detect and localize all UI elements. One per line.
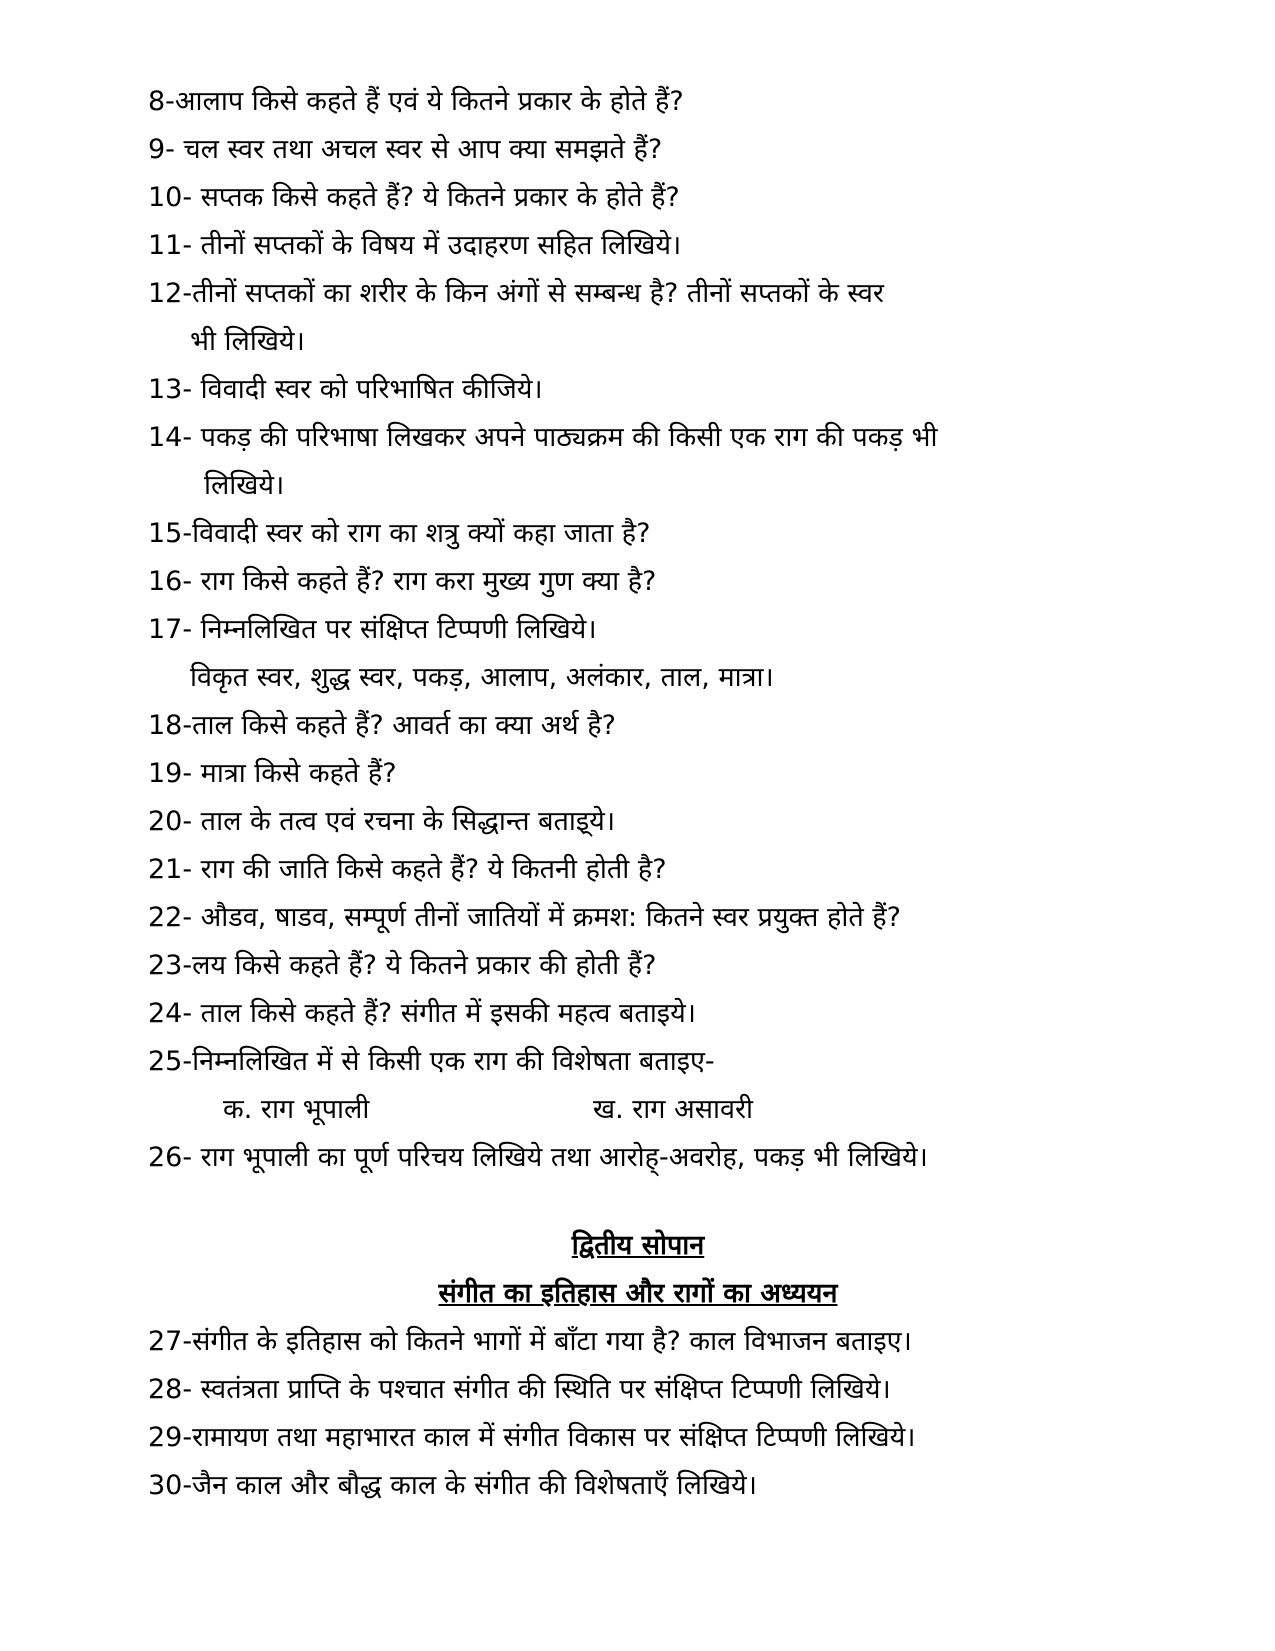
question-16: 16- राग किसे कहते हैं? राग करा मुख्य गुण क्या है? (148, 566, 657, 597)
question-15: 15-विवादी स्वर को राग का शत्रु क्यों कहा जाता है? (148, 518, 651, 549)
question-24: 24- ताल किसे कहते हैं? संगीत में इसकी महत्व बताइये। (148, 998, 696, 1029)
question-18: 18-ताल किसे कहते हैं? आवर्त का क्या अर्थ है? (148, 710, 616, 741)
question-17: 17- निम्नलिखित पर संक्षिप्त टिप्पणी लिखिये। (148, 614, 597, 645)
question-26: 26- राग भूपाली का पूर्ण परिचय लिखिये तथा आरोह्-अवरोह, पकड़ भी लिखिये। (148, 1142, 928, 1173)
question-10: 10- सप्तक किसे कहते हैं? ये कितने प्रकार के होते हैं? (148, 182, 680, 213)
question-27: 27-संगीत के इतिहास को कितने भागों में बाँटा गया है? काल विभाजन बताइए। (148, 1326, 912, 1357)
question-14: 14- पकड़ की परिभाषा लिखकर अपने पाठ्यक्रम की किसी एक राग की पकड़ भी (148, 422, 938, 453)
question-28: 28- स्वतंत्रता प्राप्ति के पश्चात संगीत की स्थिति पर संक्षिप्त टिप्पणी लिखिये। (148, 1374, 891, 1405)
question-25-options (148, 1086, 1128, 1134)
question-22: 22- औडव, षाडव, सम्पूर्ण तीनों जातियों में क्रमश: कितने स्वर प्रयुक्त होते हैं? (148, 902, 901, 933)
section-gap (148, 1182, 1128, 1222)
question-9: 9- चल स्वर तथा अचल स्वर से आप क्या समझते हैं? (148, 134, 663, 165)
question-8: 8-आलाप किसे कहते हैं एवं ये कितने प्रकार के होते हैं? (148, 86, 684, 117)
question-12-continued: भी लिखिये। (190, 326, 305, 357)
question-12: 12-तीनों सप्तकों का शरीर के किन अंगों से सम्बन्ध है? तीनों सप्तकों के स्वर (148, 278, 884, 309)
question-30: 30-जैन काल और बौद्ध काल के संगीत की विशेषताएँ लिखिये। (148, 1470, 757, 1501)
question-20: 20- ताल के तत्व एवं रचना के सिद्धान्त बताइ्ये। (148, 806, 616, 837)
option-b: ख. राग असावरी (593, 1094, 753, 1125)
option-a: क. राग भूपाली (223, 1094, 370, 1125)
question-23: 23-लय किसे कहते हैं? ये कितने प्रकार की होती हैं? (148, 950, 657, 981)
document-page (148, 78, 1128, 1510)
question-25: 25-निम्नलिखित में से किसी एक राग की विशेषता बताइए- (148, 1046, 715, 1077)
question-13: 13- विवादी स्वर को परिभाषित कीजिये। (148, 374, 543, 405)
section-title: द्वितीय सोपान (571, 1230, 705, 1261)
question-11: 11- तीनों सप्तकों के विषय में उदाहरण सहित लिखिये। (148, 230, 682, 261)
question-21: 21- राग की जाति किसे कहते हैं? ये कितनी होती है? (148, 854, 667, 885)
question-29: 29-रामायण तथा महाभारत काल में संगीत विकास पर संक्षिप्त टिप्पणी लिखिये। (148, 1422, 916, 1453)
question-19: 19- मात्रा किसे कहते हैं? (148, 758, 397, 789)
section-subtitle: संगीत का इतिहास और रागों का अध्ययन (438, 1278, 838, 1309)
question-14-continued: लिखिये। (204, 470, 285, 501)
question-17-topics: विकृत स्वर, शुद्ध स्वर, पकड़, आलाप, अलंकार, ताल, मात्रा। (190, 662, 774, 693)
